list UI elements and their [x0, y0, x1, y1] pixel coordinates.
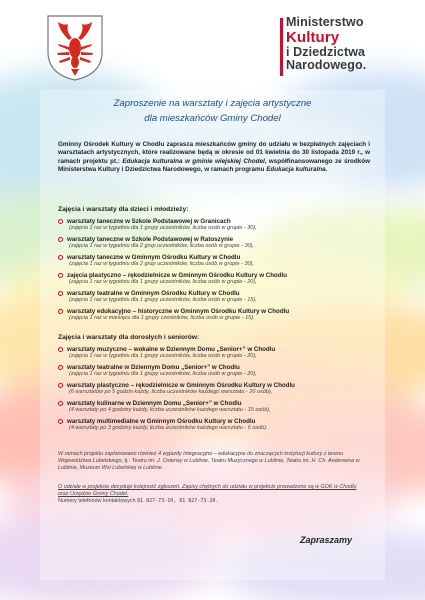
- list-item: warsztaty edukacyjno – historyczne w Gminnym Ośrodku Kultury w Chodlu (zajęcia 1 raz w miesiącu dla 1 grupy czestników, liczba osób w grupie - 15).: [58, 308, 378, 322]
- closing-text: Zapraszamy: [300, 535, 353, 545]
- bullet-icon: [58, 309, 63, 314]
- bullet-icon: [58, 401, 63, 406]
- logo-line-3: i Dziedzictwa: [286, 44, 366, 59]
- bullet-icon: [58, 255, 63, 260]
- list-item: warsztaty kulinarne w Dziennym Domu „Senior+” w Chodlu (4 warsztaty po 4 godziny każdy, liczba uczestników każdego warsztatu - 15 osób),: [58, 400, 378, 414]
- list-item: warsztaty plastyczno – rękodzielnicze w Gminnym Ośrodku Kultury w Chodlu (6 warsztatów po 5 godzin każdy, liczba uczestników każdego warsztatu - 20 osób),: [58, 382, 378, 396]
- list-item: warsztaty taneczne w Szkole Podstawowej w Ratoszynie (zajęcia 1 raz w tygodniu dla 2 grup uczestników, liczba osób w grupie - 30),: [58, 236, 378, 250]
- signup-info: [58, 484, 368, 505]
- project-name: Edukacja kulturalna w gminie wiejskiej Chodel: [122, 157, 265, 165]
- bullet-icon: [58, 237, 63, 242]
- children-heading: Zajęcia i warsztaty dla dzieci i młodzieży:: [58, 206, 189, 213]
- bullet-icon: [58, 219, 63, 224]
- bullet-icon: [58, 347, 63, 352]
- program-name: Edukacja kulturalna.: [266, 166, 328, 174]
- ministry-logo: [286, 16, 404, 76]
- logo-accent-bar: [280, 18, 283, 76]
- phone-numbers: 81 827-73-10, 81 827-73-20.: [137, 498, 219, 504]
- bullet-icon: [58, 273, 63, 278]
- list-item: warsztaty taneczne w Szkole Podstawowej w Granicach (zajęcia 1 raz w tygodniu dla 1 grupy uczestników, liczba osób w grupie - 30),: [58, 218, 378, 232]
- bullet-icon: [58, 419, 63, 424]
- adults-heading: Zajęcia i warsztaty dla dorosłych i seniorów:: [58, 334, 200, 341]
- list-item: warsztaty teatralne w Dziennym Domu „Senior+” w Chodlu (zajęcia 1 raz w tygodniu dla 1 grupy uczestników, liczba osób w grupie - 20),: [58, 364, 378, 378]
- intro-text-2: , współfinansowanego ze środków Ministerstwa Kultury i Dziedzictwa Narodowego, w ramach programu: [58, 157, 370, 174]
- intro-paragraph: [58, 141, 370, 175]
- phones-label: Numery telefonów kontaktowych: [58, 498, 136, 504]
- list-item: warsztaty multimedialne w Gminnym Ośrodku Kultury w Chodlu (4 warsztaty po 3 godziny każdy, liczba uczestników każdego warsztatu - 6 osób).: [58, 418, 378, 432]
- title-line-1: Zaproszenie na warsztaty i zajęcia artystyczne: [113, 98, 312, 109]
- trips-note: W ramach projektu zaplanowano również 4 wyjazdy integracyjno – edukacyjne do znaczących instytucji kultury z terenu Województwa Lubelskiego, tj.: Teatru im. J. Osterwy w Lublinie, Teatru Muzycznego w Lublinie, Teatru im. H. Ch. Andersena w Lublinie, Muzeum Wsi Lubelskiej w Lublinie.: [58, 451, 360, 471]
- page-title: [40, 96, 385, 126]
- list-item: warsztaty taneczne w Gminnym Ośrodku Kultury w Chodlu (zajęcia 1 raz w tygodniu dla 2 grup uczestników, liczba osób w grupie - 30),: [58, 254, 378, 268]
- title-line-2: dla mieszkańców Gminy Chodel: [144, 113, 281, 124]
- list-item: warsztaty teatralne w Gminnym Ośrodku Kultury w Chodlu (zajęcia 1 raz w tygodniu dla 1 grupy uczestników, liczba osób w grupie - 15),: [58, 290, 378, 304]
- list-item: zajęcia plastyczno – rękodzielnicze w Gminnym Ośrodku Kultury w Chodlu (zajęcia 1 raz w tygodniu dla 1 grupy uczestników, liczba osób w grupie - 20),: [58, 272, 378, 286]
- bullet-icon: [58, 365, 63, 370]
- coat-of-arms-crayfish-icon: [46, 14, 104, 82]
- bullet-icon: [58, 383, 63, 388]
- intro-text: Gminny Ośrodek Kultury w Chodlu zaprasza mieszkańców gminy do udziału w bezpłatnych zajęciach i warsztatach artystycznych, które realizowane będą w okresie od 01 kwietnia do 30 listopada 2019 r., w ramach projektu pt.:: [58, 141, 370, 165]
- logo-line-2: Kultury: [286, 28, 340, 46]
- list-item: warsztaty muzyczno – wokalne w Dziennym Domu „Senior+” w Chodlu (zajęcia 1 raz w tygodniu dla 1 grupy uczestników, liczba osób w grupie - 20),: [58, 346, 378, 360]
- bullet-icon: [58, 291, 63, 296]
- signup-text: O udziale w projekcie decyduje kolejność zgłoszeń. Zapisy chętnych do udziału w projekcie prowadzone są w GOK w Chodlu oraz Urzędzie Gminy Chodel.: [58, 484, 357, 497]
- logo-line-4: Narodowego.: [286, 58, 367, 72]
- logo-line-1: Ministerstwo: [286, 15, 364, 29]
